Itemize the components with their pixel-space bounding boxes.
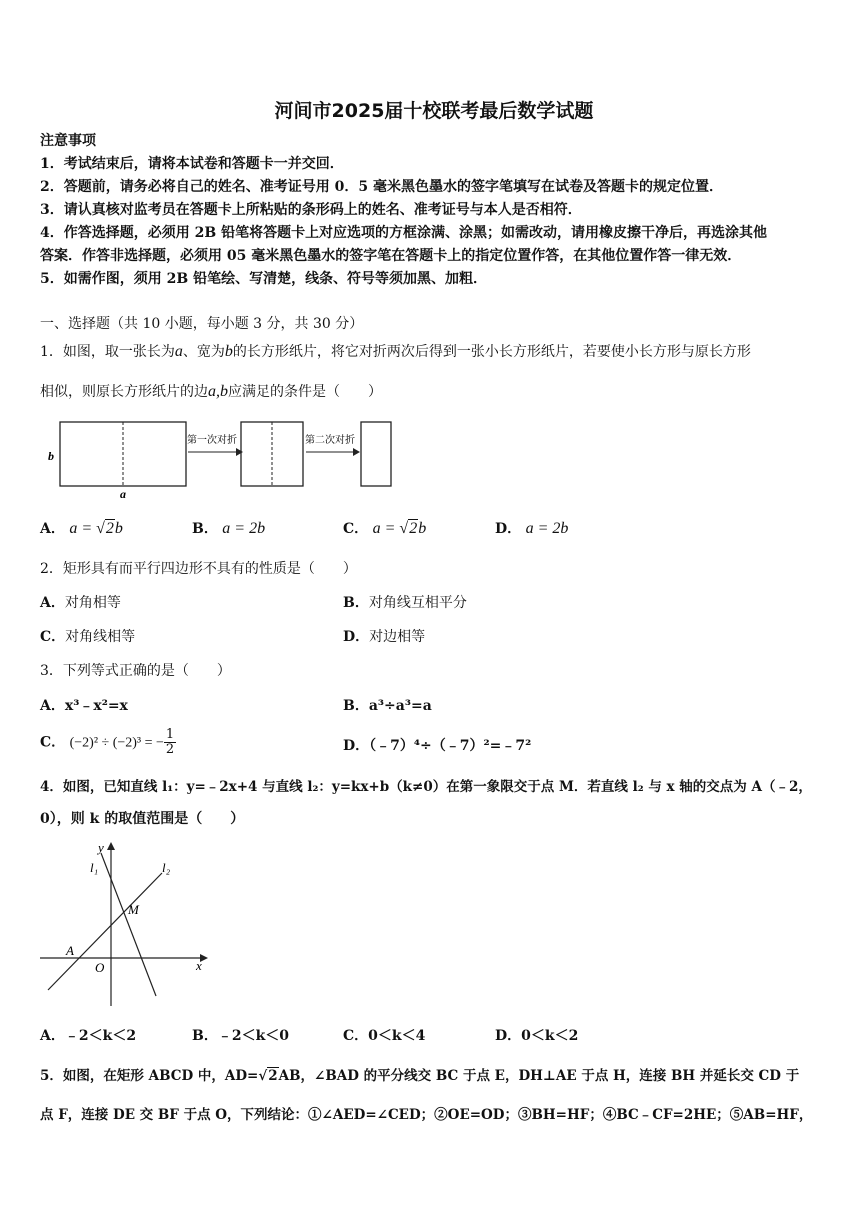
option-text: a³÷a³=a xyxy=(368,698,432,714)
radicand: 2 xyxy=(105,520,114,537)
option-text: 对角线相等 xyxy=(65,629,136,645)
y-arrow-icon xyxy=(107,842,115,850)
text: AB，∠BAD 的平分线交 BC 于点 E，DH⊥AE 于点 H，连接 BH 并延长交 CD 于 xyxy=(278,1068,800,1084)
option-d[interactable] xyxy=(343,735,531,755)
denominator: 2 xyxy=(165,742,175,757)
question-1-line2 xyxy=(40,381,382,401)
math: (−2)² ÷ (−2)³ = − xyxy=(69,735,164,751)
question-4-line1: 4．如图，已知直线 l₁：y=﹣2x+4 与直线 l₂：y=kx+b（k≠0）在第一象限交于点 M．若直线 l₂ 与 x 轴的交点为 A（﹣2， xyxy=(40,779,812,795)
question-3-stem: 3．下列等式正确的是（ ） xyxy=(40,663,231,679)
fold1-label: 第一次对折 xyxy=(187,435,237,446)
section-heading: 一、选择题（共 10 小题，每小题 3 分，共 30 分） xyxy=(40,316,364,332)
option-b[interactable] xyxy=(343,592,467,612)
option-letter: D． xyxy=(343,629,370,645)
option-text: 对边相等 xyxy=(369,629,426,645)
label-l1: l₁ xyxy=(90,860,99,875)
numerator: 1 xyxy=(165,727,175,742)
option-c[interactable] xyxy=(343,1025,425,1045)
line-l2 xyxy=(48,873,162,990)
line-graph xyxy=(38,838,218,1013)
text: 1．如图，取一张长为 xyxy=(40,344,175,360)
notice-item: 答案．作答非选择题，必须用 05 毫米黑色墨水的签字笔在答题卡上的指定位置作答，在其他位置作答一律无效． xyxy=(40,248,742,264)
var-b: b xyxy=(224,343,233,360)
option-d[interactable] xyxy=(495,1025,578,1045)
text: 5．如图，在矩形 ABCD 中，AD= xyxy=(40,1068,259,1084)
question-2-stem: 2．矩形具有而平行四边形不具有的性质是（ ） xyxy=(40,561,357,577)
question-1-line1 xyxy=(40,341,751,361)
option-letter: B． xyxy=(192,521,218,537)
option-letter: C． xyxy=(40,629,66,645)
label-b: b xyxy=(48,449,54,463)
vars-ab: a,b xyxy=(208,383,228,400)
text: 相似，则原长方形纸片的边 xyxy=(40,384,208,400)
option-letter: B． xyxy=(343,698,369,714)
question-5-line1 xyxy=(40,1064,799,1084)
option-text: 对角线互相平分 xyxy=(368,595,467,611)
math: b xyxy=(418,520,427,537)
option-letter: A． xyxy=(40,1028,65,1044)
option-c[interactable] xyxy=(40,626,135,646)
label-m: M xyxy=(128,902,139,917)
option-letter: D． xyxy=(495,1028,522,1044)
option-b[interactable] xyxy=(192,518,265,538)
sqrt-sign: √ xyxy=(96,520,105,537)
option-b[interactable] xyxy=(192,1025,289,1045)
text: 的长方形纸片，将它对折两次后得到一张小长方形纸片，若要使小长方形与原长方形 xyxy=(232,344,751,360)
line-l1 xyxy=(101,853,156,996)
option-text: （﹣7）⁴÷（﹣7）²=﹣7² xyxy=(369,738,532,754)
option-letter: D． xyxy=(495,521,522,537)
text: 、宽为 xyxy=(182,344,225,360)
text: 应满足的条件是（ ） xyxy=(228,384,382,400)
var-a: a xyxy=(174,343,183,360)
radicand: 2 xyxy=(268,1068,278,1084)
option-letter: D． xyxy=(343,738,370,754)
option-letter: A． xyxy=(40,698,65,714)
option-c[interactable] xyxy=(40,728,176,757)
label-y: y xyxy=(98,840,104,855)
sqrt-sign: √ xyxy=(399,520,409,537)
option-letter: B． xyxy=(192,1028,218,1044)
arrow-head-icon xyxy=(236,448,243,456)
option-a[interactable] xyxy=(40,518,123,538)
notice-item: 4．作答选择题，必须用 2B 铅笔将答题卡上对应选项的方框涂满、涂黑；如需改动，请用橡皮擦干净后，再选涂其他 xyxy=(40,225,768,241)
option-letter: A． xyxy=(40,521,65,537)
option-a[interactable] xyxy=(40,592,121,612)
option-a[interactable] xyxy=(40,1025,136,1045)
option-a[interactable] xyxy=(40,695,128,715)
question-5-line2: 点 F，连接 DE 交 BF 于点 O，下列结论：①∠AED=∠CED；②OE=OD；③BH=HF；④BC﹣CF=2HE；⑤AB=HF， xyxy=(40,1107,813,1123)
option-text: ﹣2＜k＜0 xyxy=(217,1028,290,1044)
label-a: a xyxy=(120,487,126,501)
option-letter: C． xyxy=(343,1028,369,1044)
option-letter: C． xyxy=(40,734,66,751)
sqrt-sign: √ xyxy=(258,1068,268,1084)
arrow-head-icon xyxy=(353,448,360,456)
option-d[interactable] xyxy=(343,626,425,646)
folding-figure xyxy=(40,412,400,504)
option-text: 0＜k＜4 xyxy=(368,1028,426,1044)
math: a = xyxy=(372,520,400,537)
fraction xyxy=(164,728,176,757)
option-text: 0＜k＜2 xyxy=(521,1028,579,1044)
option-letter: C． xyxy=(343,521,369,537)
option-text: 对角相等 xyxy=(64,595,121,611)
math: a = 2b xyxy=(222,520,266,537)
notice-item: 2．答题前，请务必将自己的姓名、准考证号用 0．5 毫米黑色墨水的签字笔填写在试卷及答题卡的规定位置． xyxy=(40,179,723,195)
notice-item: 1．考试结束后，请将本试卷和答题卡一并交回． xyxy=(40,156,344,172)
fold2-label: 第二次对折 xyxy=(305,435,355,446)
label-x: x xyxy=(196,958,202,973)
label-a: A xyxy=(66,943,74,958)
option-letter: B． xyxy=(343,595,369,611)
small-rectangle xyxy=(361,422,391,486)
option-c[interactable] xyxy=(343,518,426,538)
radicand: 2 xyxy=(409,520,418,537)
notice-item: 3．请认真核对监考员在答题卡上所粘贴的条形码上的姓名、准考证号与本人是否相符． xyxy=(40,202,582,218)
math: b xyxy=(114,520,123,537)
option-text: ﹣2＜k＜2 xyxy=(64,1028,137,1044)
option-letter: A． xyxy=(40,595,65,611)
label-l2: l₂ xyxy=(162,860,171,875)
notice-item: 5．如需作图，须用 2B 铅笔绘、写清楚，线条、符号等须加黑、加粗． xyxy=(40,271,488,287)
question-4-line2: 0），则 k 的取值范围是（ ） xyxy=(40,811,245,827)
page-title: 河间市2025届十校联考最后数学试题 xyxy=(274,100,594,122)
label-origin: O xyxy=(95,960,105,975)
option-d[interactable] xyxy=(495,518,568,538)
notice-heading: 注意事项 xyxy=(40,133,96,149)
math: a = xyxy=(69,520,97,537)
option-text: x³﹣x²=x xyxy=(64,698,128,714)
option-b[interactable] xyxy=(343,695,432,715)
math: a = 2b xyxy=(525,520,569,537)
